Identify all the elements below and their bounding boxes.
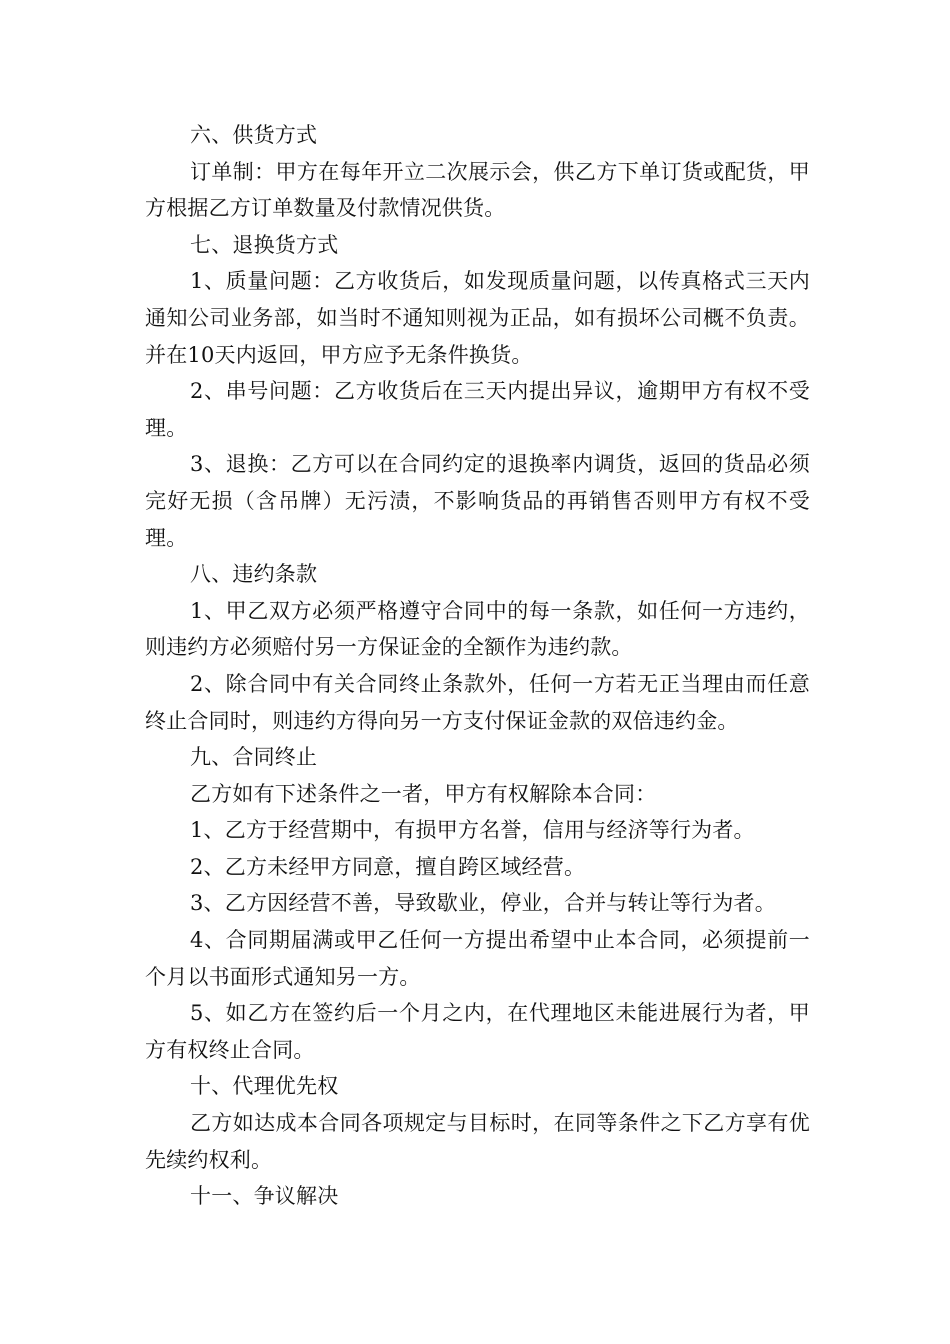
section-heading-returns: 七、退换货方式 [190, 232, 339, 257]
section-heading-priority: 十、代理优先权 [190, 1074, 339, 1099]
paragraph-quality-issue: 1、质量问题：乙方收货后，如发现质量问题，以传真格式三天内通知公司业务部，如当时不通知则视为正品，如有损坏公司概不负责。并在10天内返回，甲方应予无条件换货。 [145, 269, 810, 367]
paragraph-breach-2: 2、除合同中有关合同终止条款外，任何一方若无正当理由而任意终止合同时，则违约方得向另一方支付保证金款的双倍违约金。 [145, 671, 810, 733]
paragraph-termination-4: 4、合同期届满或甲乙任何一方提出希望中止本合同，必须提前一个月以书面形式通知另一方。 [145, 928, 810, 989]
paragraph-termination-1: 1、乙方于经营期中，有损甲方名誉，信用与经济等行为者。 [190, 818, 755, 843]
paragraph-termination-3: 3、乙方因经营不善，导致歇业，停业，合并与转让等行为者。 [190, 891, 776, 916]
document-body [145, 117, 810, 1215]
section-heading-supply: 六、供货方式 [190, 123, 318, 147]
section-heading-dispute: 十一、争议解决 [190, 1184, 339, 1209]
paragraph-breach-1: 1、甲乙双方必须严格遵守合同中的每一条款，如任何一方违约，则违约方必须赔付另一方保证金的全额作为违约款。 [145, 598, 810, 660]
paragraph-termination-intro: 乙方如有下述条件之一者，甲方有权解除本合同： [190, 781, 657, 806]
paragraph-serial-issue: 2、串号问题：乙方收货后在三天内提出异议，逾期甲方有权不受理。 [145, 379, 810, 440]
section-heading-termination: 九、合同终止 [190, 745, 318, 770]
section-heading-breach: 八、违约条款 [190, 562, 318, 587]
paragraph-order-system: 订单制：甲方在每年开立二次展示会，供乙方下单订货或配货，甲方根据乙方订单数量及付款情况供货。 [145, 159, 810, 221]
paragraph-termination-5: 5、如乙方在签约后一个月之内，在代理地区未能进展行为者，甲方有权终止合同。 [145, 1001, 810, 1062]
paragraph-priority: 乙方如达成本合同各项规定与目标时，在同等条件之下乙方享有优先续约权利。 [145, 1111, 810, 1172]
paragraph-termination-2: 2、乙方未经甲方同意，擅自跨区域经营。 [190, 854, 586, 879]
paragraph-exchange: 3、退换：乙方可以在合同约定的退换率内调货，返回的货品必须完好无损（含吊牌）无污渍，不影响货品的再销售否则甲方有权不受理。 [145, 452, 810, 550]
